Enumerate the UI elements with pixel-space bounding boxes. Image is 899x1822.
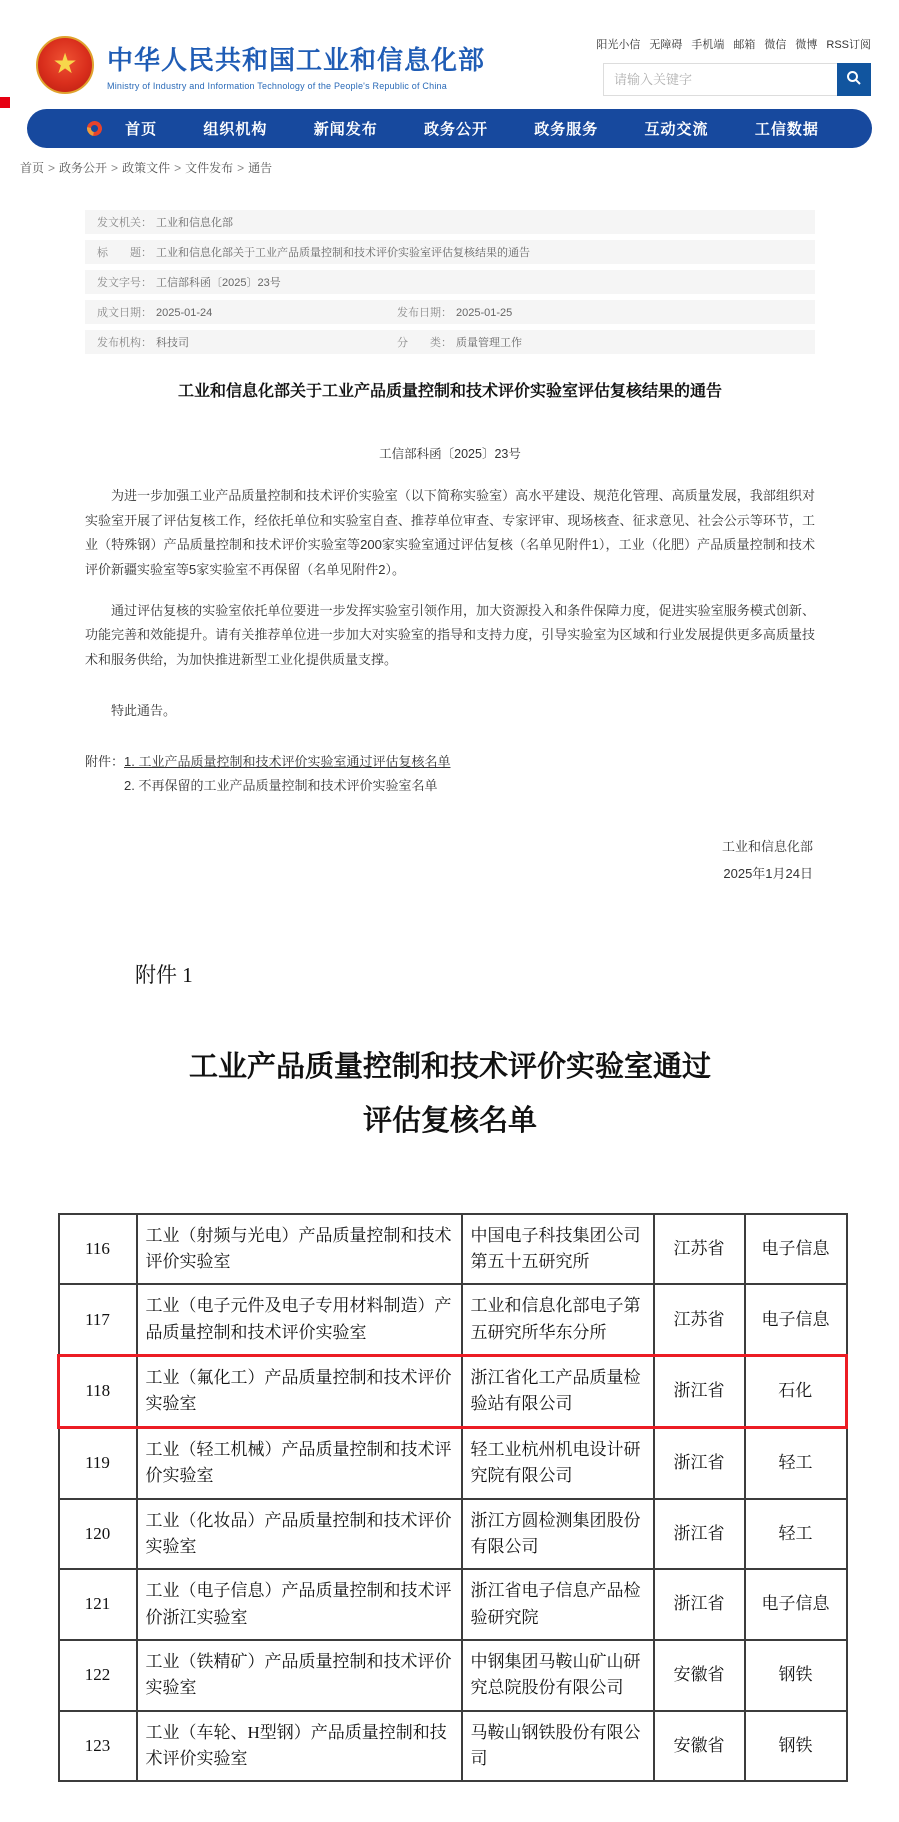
nav-item-5[interactable]: 互动交流	[644, 121, 709, 138]
nav-item-6[interactable]: 工信数据	[754, 121, 819, 138]
cell-no-117: 117	[59, 1284, 137, 1355]
meta-pair	[97, 244, 530, 260]
meta-label: 成文日期：	[97, 307, 152, 319]
table-row-120	[59, 1499, 847, 1570]
lab-list-table	[57, 1213, 848, 1783]
meta-value: 工业和信息化部	[156, 217, 233, 229]
cell-org-118: 浙江省化工产品质量检验站有限公司	[462, 1356, 654, 1428]
meta-label: 发文机关：	[97, 217, 152, 229]
attachment1-title-line2: 评估复核名单	[362, 1105, 537, 1138]
breadcrumb-separator: >	[174, 161, 182, 175]
signature-block	[85, 833, 815, 888]
cell-lab-121: 工业（电子信息）产品质量控制和技术评价浙江实验室	[137, 1569, 462, 1640]
breadcrumb-item-4: 通告	[248, 161, 273, 175]
national-emblem-logo	[36, 36, 94, 94]
meta-pair	[97, 274, 397, 290]
attachment1-label: 附件 1	[135, 963, 193, 988]
quick-link-6[interactable]: RSS订阅	[826, 39, 871, 51]
cell-lab-117: 工业（电子元件及电子专用材料制造）产品质量控制和技术评价实验室	[137, 1284, 462, 1355]
breadcrumb-separator: >	[48, 161, 56, 175]
cell-lab-120: 工业（化妆品）产品质量控制和技术评价实验室	[137, 1499, 462, 1570]
cell-org-123: 马鞍山钢铁股份有限公司	[462, 1711, 654, 1782]
cell-prov-118: 浙江省	[654, 1356, 745, 1428]
attachment-link-1[interactable]: 1. 工业产品质量控制和技术评价实验室通过评估复核名单	[124, 753, 451, 769]
cell-ind-123: 钢铁	[745, 1711, 847, 1782]
cell-org-119: 轻工业杭州机电设计研究院有限公司	[462, 1427, 654, 1498]
main-navigation	[27, 109, 872, 148]
nav-item-0[interactable]: 首页	[125, 121, 158, 138]
cell-prov-119: 浙江省	[654, 1427, 745, 1498]
site-title: 中华人民共和国工业和信息化部	[107, 44, 486, 75]
cell-org-121: 浙江省电子信息产品检验研究院	[462, 1569, 654, 1640]
meta-label: 发布机构：	[97, 337, 152, 349]
search-button[interactable]	[837, 63, 871, 96]
cell-no-120: 120	[59, 1499, 137, 1570]
attachments-label: 附件：	[85, 753, 125, 769]
cell-ind-119: 轻工	[745, 1427, 847, 1498]
search-input[interactable]	[603, 63, 837, 96]
page-edge-red-marker	[0, 97, 10, 108]
quick-link-2[interactable]: 手机端	[691, 39, 725, 51]
nav-item-2[interactable]: 新闻发布	[313, 121, 378, 138]
doc-number: 工信部科函〔2025〕23号	[379, 447, 521, 461]
quick-link-1[interactable]: 无障碍	[649, 39, 683, 51]
meta-row-3	[85, 300, 815, 324]
breadcrumb	[20, 159, 899, 176]
table-row-122	[59, 1640, 847, 1711]
meta-pair	[97, 214, 397, 230]
meta-value: 2025-01-24	[156, 307, 213, 319]
cell-org-116: 中国电子科技集团公司第五十五研究所	[462, 1214, 654, 1285]
attachments-list	[85, 750, 815, 799]
cell-ind-117: 电子信息	[745, 1284, 847, 1355]
notice-paragraph-1: 通过评估复核的实验室依托单位要进一步发挥实验室引领作用，加大资源投入和条件保障力度，促进实验室服务模式创新、功能完善和效能提升。请有关推荐单位进一步加大对实验室的指导和支持力度，引导实验室为区域和行业发展提供更多高质量技术和服务供给，为加快推进新型工业化提供质量支撑。	[85, 602, 815, 668]
nav-item-3[interactable]: 政务公开	[423, 121, 488, 138]
nav-item-1[interactable]: 组织机构	[203, 121, 268, 138]
quick-link-3[interactable]: 邮箱	[733, 39, 756, 51]
notice-paragraph-2: 特此通告。	[111, 702, 177, 718]
quick-link-4[interactable]: 微信	[764, 39, 787, 51]
meta-value: 科技司	[156, 337, 189, 349]
cell-lab-122: 工业（铁精矿）产品质量控制和技术评价实验室	[137, 1640, 462, 1711]
cell-org-120: 浙江方圆检测集团股份有限公司	[462, 1499, 654, 1570]
meta-pair	[397, 304, 512, 320]
signer: 工业和信息化部	[721, 838, 813, 854]
nav-item-4[interactable]: 政务服务	[534, 121, 599, 138]
cell-prov-117: 江苏省	[654, 1284, 745, 1355]
cell-org-117: 工业和信息化部电子第五研究所华东分所	[462, 1284, 654, 1355]
cell-prov-120: 浙江省	[654, 1499, 745, 1570]
cell-ind-121: 电子信息	[745, 1569, 847, 1640]
cell-lab-119: 工业（轻工机械）产品质量控制和技术评价实验室	[137, 1427, 462, 1498]
cell-lab-118: 工业（氟化工）产品质量控制和技术评价实验室	[137, 1356, 462, 1428]
breadcrumb-item-1[interactable]: 政务公开	[59, 161, 108, 175]
cell-no-116: 116	[59, 1214, 137, 1285]
quick-links	[596, 36, 871, 52]
attachment1-title	[85, 1041, 815, 1148]
cell-prov-122: 安徽省	[654, 1640, 745, 1711]
table-row-117	[59, 1284, 847, 1355]
cell-ind-118: 石化	[745, 1356, 847, 1428]
cell-no-118: 118	[59, 1356, 137, 1428]
breadcrumb-item-0[interactable]: 首页	[20, 161, 45, 175]
meta-row-1	[85, 240, 815, 264]
cell-prov-121: 浙江省	[654, 1569, 745, 1640]
breadcrumb-separator: >	[237, 161, 245, 175]
table-row-118	[59, 1356, 847, 1428]
meta-pair	[397, 334, 522, 350]
meta-label: 发布日期：	[397, 307, 452, 319]
cell-org-122: 中钢集团马鞍山矿山研究总院股份有限公司	[462, 1640, 654, 1711]
cell-prov-123: 安徽省	[654, 1711, 745, 1782]
cell-prov-116: 江苏省	[654, 1214, 745, 1285]
notice-title: 工业和信息化部关于工业产品质量控制和技术评价实验室评估复核结果的通告	[177, 383, 722, 400]
breadcrumb-item-3[interactable]: 文件发布	[185, 161, 234, 175]
attachment-link-2[interactable]: 2. 不再保留的工业产品质量控制和技术评价实验室名单	[124, 778, 438, 794]
breadcrumb-separator: >	[111, 161, 119, 175]
meta-label: 分 类：	[397, 337, 452, 349]
meta-row-0	[85, 210, 815, 234]
cell-no-123: 123	[59, 1711, 137, 1782]
meta-value: 质量管理工作	[456, 337, 522, 349]
quick-link-5[interactable]: 微博	[795, 39, 818, 51]
cell-ind-122: 钢铁	[745, 1640, 847, 1711]
meta-label: 发文字号：	[97, 277, 152, 289]
meta-pair	[97, 334, 397, 350]
emblem-star-icon: ★	[52, 47, 78, 79]
table-row-123	[59, 1711, 847, 1782]
breadcrumb-item-2[interactable]: 政策文件	[122, 161, 171, 175]
sign-date: 2025年1月24日	[723, 866, 813, 882]
meta-value: 工信部科函〔2025〕23号	[156, 277, 281, 289]
cell-no-119: 119	[59, 1427, 137, 1498]
meta-label: 标 题：	[97, 247, 152, 259]
search-bar	[603, 63, 871, 96]
meta-value: 2025-01-25	[456, 307, 513, 319]
notice-paragraph-0: 为进一步加强工业产品质量控制和技术评价实验室（以下简称实验室）高水平建设、规范化管理、高质量发展，我部组织对实验室开展了评估复核工作，经依托单位和实验室自查、推荐单位审查、专家评审、现场核查、征求意见、社会公示等环节，工业（特殊钢）产品质量控制和技术评价实验室等200家实验室通过评估复核（名单见附件1），工业（化肥）产品质量控制和技术评价新疆实验室等5家实验室不再保留（名单见附件2）。	[85, 488, 815, 578]
attachment1-title-line1: 工业产品质量控制和技术评价实验室通过	[188, 1051, 711, 1084]
site-subtitle-english: Ministry of Industry and Information Technology of the People's Republic of China	[107, 80, 447, 91]
meta-value: 工业和信息化部关于工业产品质量控制和技术评价实验室评估复核结果的通告	[156, 247, 530, 259]
site-header	[0, 0, 899, 96]
quick-link-0[interactable]: 阳光小信	[596, 39, 641, 51]
cell-ind-116: 电子信息	[745, 1214, 847, 1285]
table-row-119	[59, 1427, 847, 1498]
cell-lab-123: 工业（车轮、H型钢）产品质量控制和技术评价实验室	[137, 1711, 462, 1782]
cell-ind-120: 轻工	[745, 1499, 847, 1570]
cell-no-122: 122	[59, 1640, 137, 1711]
meta-pair	[97, 304, 397, 320]
search-icon	[845, 69, 863, 90]
cell-lab-116: 工业（射频与光电）产品质量控制和技术评价实验室	[137, 1214, 462, 1285]
table-row-121	[59, 1569, 847, 1640]
meta-row-2	[85, 270, 815, 294]
cell-no-121: 121	[59, 1569, 137, 1640]
document-meta	[85, 210, 815, 354]
table-row-116	[59, 1214, 847, 1285]
meta-row-4	[85, 330, 815, 354]
